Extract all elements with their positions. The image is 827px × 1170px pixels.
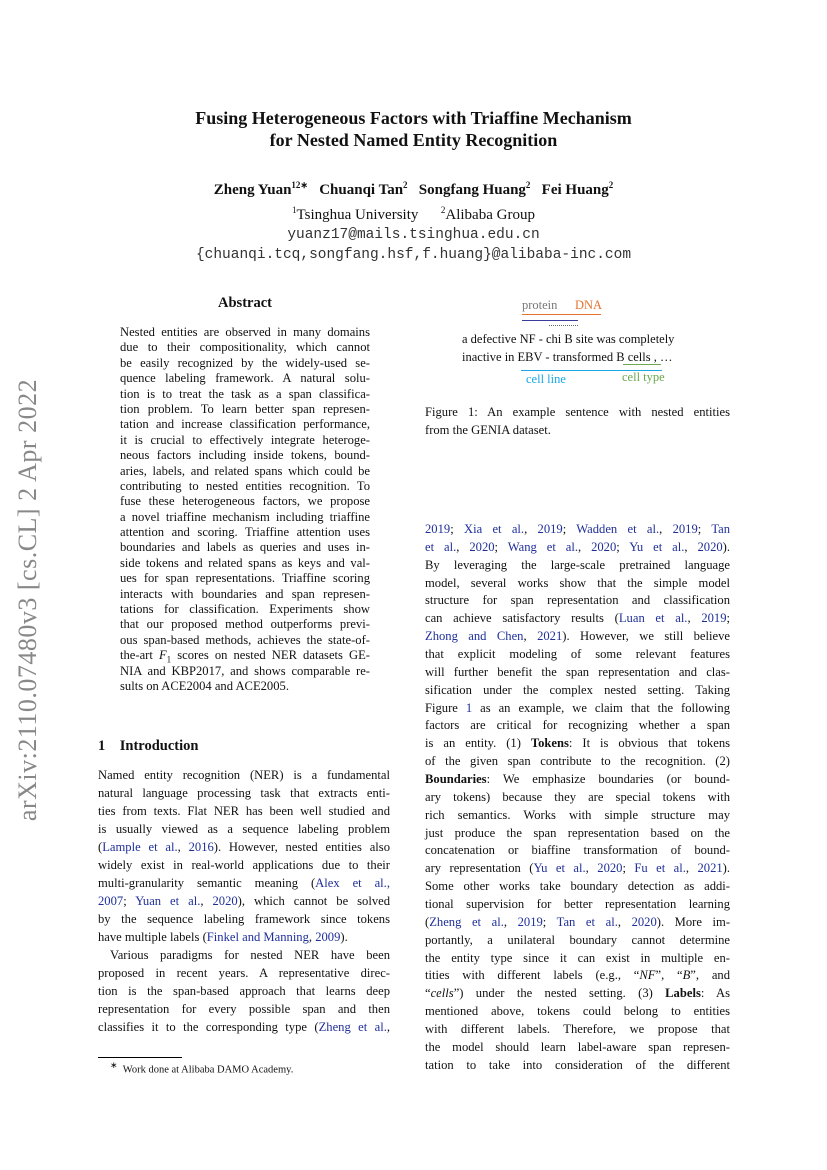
text-line: portantly, a unilateral boundary cannot determine [425, 932, 730, 947]
text-line: attention and scoring. Triaffine attention uses [120, 525, 370, 540]
text-line: tations for classification. Experiments show [120, 602, 370, 617]
example-sentence [462, 330, 674, 366]
text-segment: ). However, we still believe [562, 629, 731, 644]
text-segment: have multiple labels ( [98, 930, 207, 944]
text-line: boundaries and labels as queries and uses in- [120, 540, 370, 555]
text-line [425, 539, 730, 557]
citation-link[interactable]: 2020 [469, 539, 495, 554]
author-block [0, 175, 827, 265]
text-line [120, 648, 370, 663]
citation-link[interactable]: Wang et al. [507, 539, 578, 554]
text-line: tion is the span-based approach that learns deep [98, 984, 390, 998]
citation-link[interactable]: 2016 [188, 840, 214, 854]
text-line: of the given span contribute to the recognition. (2) [425, 754, 730, 769]
text-line: Named entity recognition (NER) is a fundamental [98, 768, 390, 782]
text-segment: 1 [166, 654, 172, 665]
citation-link[interactable]: Luan et al. [618, 611, 688, 626]
citation-link[interactable]: Yu et al. [629, 539, 685, 554]
text-segment: , [585, 861, 598, 876]
text-line: tion is to treat the task as a span classifica- [120, 386, 370, 401]
text-segment: B [682, 968, 691, 983]
text-line: quence labeling framework. A natural solu- [120, 371, 370, 386]
affiliation: $^2$Alibaba Group [440, 205, 535, 223]
text-segment: ary representation ( [425, 861, 534, 876]
text-segment: ”, “ [655, 968, 683, 983]
text-segment: ( [98, 840, 103, 854]
text-line: it is crucial to effectively integrate heteroge- [120, 432, 370, 447]
label-protein: protein [522, 298, 558, 312]
citation-link[interactable]: Finkel and Manning [206, 930, 309, 944]
introduction-body-continued [425, 521, 730, 1075]
text-segment: F [158, 648, 167, 663]
citation-link[interactable]: Tan [711, 522, 731, 536]
text-segment: ; [450, 522, 464, 536]
text-segment: , [577, 539, 592, 554]
text-segment: , [503, 914, 518, 929]
citation-link[interactable]: Lample et al. [102, 840, 178, 854]
citation-link[interactable]: 2020 [212, 894, 238, 908]
text-segment: , [308, 930, 316, 944]
text-line [98, 838, 390, 856]
text-segment: cells [430, 986, 454, 1001]
text-line [425, 967, 730, 985]
text-line: sults on ACE2004 and ACE2005. [120, 678, 289, 693]
text-line: model, several works show that the simple model [425, 575, 730, 590]
email: yuanz17@mails.tsinghua.edu.cn [287, 227, 540, 243]
citation-link[interactable]: Yuan et al. [135, 894, 201, 908]
text-line: tation to take into consideration of the different [425, 1057, 730, 1072]
text-segment: , [684, 539, 698, 554]
text-line: by the sequence labeling framework since tokens [98, 912, 390, 926]
text-line: tion problem. To learn better span represen- [120, 401, 370, 416]
text-segment: ; [542, 914, 557, 929]
text-line: neous factors including inside tokens, bound- [120, 448, 370, 463]
text-line [98, 1018, 390, 1036]
citation-link[interactable]: 2009 [315, 930, 341, 944]
text-segment: ”, and [690, 968, 730, 983]
text-line [98, 928, 390, 946]
citation-link[interactable]: Xia et al. [463, 522, 525, 536]
text-line: just produce the span representation based on the [425, 825, 730, 840]
text-line: tional supervision for better representation learning [425, 897, 730, 912]
text-segment: Figure [425, 700, 466, 715]
text-segment: ”) under the nested setting. (3) [453, 986, 666, 1001]
text-line [425, 735, 730, 753]
citation-link[interactable]: 2021 [537, 629, 563, 644]
text-line: natural language processing task that extracts enti- [98, 786, 390, 800]
text-segment: ; [494, 539, 508, 554]
citation-link[interactable]: 2020 [597, 861, 623, 876]
text-line: will further benefit the span representation and clas- [425, 664, 730, 679]
citation-link[interactable]: Fu et al. [634, 861, 686, 876]
text-line: mentioned above, tokens could belong to entities [425, 1004, 730, 1019]
text-line: factors are critical for recognizing whether a span [425, 718, 730, 733]
text-segment: , [685, 861, 698, 876]
text-segment: multi-granularity semantic meaning ( [98, 876, 316, 890]
text-segment: , [687, 611, 702, 626]
abstract-body [120, 325, 370, 694]
author-names [0, 175, 827, 200]
text-segment: ). More im- [656, 914, 731, 929]
nested-span-line [549, 325, 578, 326]
figure-caption: Figure 1: An example sentence with nested entities from the GENIA dataset. [425, 405, 730, 437]
citation-link[interactable]: 2019 [517, 914, 543, 929]
text-segment: , [386, 1020, 391, 1034]
label-dna: DNA [575, 298, 603, 312]
title-line: Fusing Heterogeneous Factors with Triaffine Mechanism [195, 108, 632, 128]
citation-link[interactable]: 1 [465, 700, 473, 715]
text-segment: Tokens [530, 736, 569, 751]
text-segment: : It is obvious that tokens [568, 736, 731, 751]
text-segment: , [177, 840, 189, 854]
text-line: the model should learn label-aware span represen- [425, 1039, 730, 1054]
text-line [425, 610, 730, 628]
footnote: ∗ Work done at Alibaba DAMO Academy. [110, 1060, 294, 1076]
author: Songfang Huang$^2$ [418, 180, 531, 198]
text-segment: : As [700, 986, 730, 1001]
citation-link[interactable]: Zheng et al. [318, 1020, 387, 1034]
text-segment: , [524, 522, 538, 536]
text-segment: ; [616, 539, 630, 554]
text-segment: scores on nested NER datasets GE- [171, 648, 371, 663]
text-segment: , [523, 629, 538, 644]
email: {chuanqi.tcq,songfang.hsf,f.huang}@alibaba-inc.com [195, 247, 632, 263]
citation-link[interactable]: Zheng et al. [429, 914, 504, 929]
footnote-rule [98, 1057, 182, 1058]
text-line [425, 628, 730, 646]
text-segment: ; [123, 894, 136, 908]
text-line: that explicit modeling of some relevant features [425, 647, 730, 662]
text-segment: the-art [120, 648, 159, 663]
label-cell-type: cell type [622, 370, 665, 384]
citation-link[interactable]: 2021 [697, 861, 723, 876]
citation-link[interactable]: 2019 [537, 522, 563, 536]
introduction-body [98, 766, 390, 1036]
text-segment: as an example, we claim that the following [472, 700, 730, 715]
text-segment: can achieve satisfactory results ( [425, 611, 619, 626]
text-segment: ( [425, 914, 430, 929]
text-segment: ). [722, 861, 731, 876]
text-line: that our proposed method outperforms previ- [120, 617, 370, 632]
citation-link[interactable]: Yu et al. [533, 861, 586, 876]
text-line: side tokens and related spans as keys and val- [120, 555, 370, 570]
figure-1 [440, 290, 740, 390]
text-line: fuse these heterogeneous factors, we propose [120, 494, 370, 509]
abstract-heading: Abstract [218, 295, 272, 311]
text-segment: classifies it to the corresponding type ( [98, 1020, 319, 1034]
text-segment: NF [639, 968, 656, 983]
citation-link[interactable]: Zhong and Chen [425, 629, 524, 644]
text-segment: ). [340, 930, 348, 944]
label-cell-line: cell line [526, 372, 566, 386]
text-segment: ; [697, 522, 712, 536]
author: Chuanqi Tan$^2$ [319, 180, 408, 198]
affiliation: $^1$Tsinghua University [292, 205, 419, 223]
text-line: proposed in recent years. A representative direc- [98, 966, 390, 980]
text-line [425, 985, 730, 1003]
text-line: concatenation or biaffine transformation of bound- [425, 843, 730, 858]
text-line: contributing to nested entities recognition. To [120, 478, 370, 493]
text-line: NIA and KBP2017, and shows comparable re- [120, 663, 370, 678]
text-line: rich semantics. Works with simple structure may [425, 807, 730, 822]
citation-link[interactable]: Tan et al. [556, 914, 618, 929]
citation-link[interactable]: 2020 [697, 539, 723, 554]
sentence-line: a defective NF - chi B site was completely [462, 332, 675, 346]
text-segment: , [659, 522, 673, 536]
text-line [425, 771, 730, 789]
text-line: due to their compositionality, which cannot [120, 340, 370, 355]
author: Zheng Yuan$^{12∗}$ [213, 180, 308, 198]
text-line: Various paradigms for nested NER have been [110, 948, 390, 962]
sentence-line: inactive in EBV - transformed B cells , … [462, 350, 673, 364]
text-segment: Boundaries [425, 772, 487, 787]
citation-link[interactable]: et al. [425, 539, 457, 554]
dna-span-line [522, 314, 601, 315]
citation-link[interactable]: Alex et al., [315, 876, 390, 890]
text-line: with different labels. Therefore, we propose that [425, 1022, 730, 1037]
text-line: sification under the complex nested setting. Taking [425, 682, 730, 697]
text-line [425, 914, 730, 932]
text-segment: : We emphasize boundaries (or bound- [486, 772, 730, 787]
text-line [98, 874, 390, 892]
text-segment: ; [622, 861, 635, 876]
text-line [425, 700, 730, 718]
text-line: Nested entities are observed in many domains [120, 325, 370, 339]
text-line: structure for span representation and classification [425, 593, 730, 608]
text-line [425, 521, 730, 539]
text-line: interacts with boundaries and span represen- [120, 586, 370, 601]
text-line: is usually viewed as a sequence labeling problem [98, 822, 390, 836]
text-segment: “ [425, 986, 431, 1001]
text-line: widely exist in real-world applications due to their [98, 858, 390, 872]
text-segment: ), which cannot be solved [237, 894, 391, 908]
text-segment: , [617, 914, 632, 929]
text-segment: Labels [665, 986, 701, 1001]
text-line: By leveraging the large-scale pretrained language [425, 557, 730, 572]
text-line: representation for every possible span and then [98, 1002, 390, 1016]
text-line: the entity type since it can exist in multiple en- [425, 950, 730, 965]
arxiv-stamp: arXiv:2110.07480v3 [cs.CL] 2 Apr 2022 [13, 378, 42, 822]
citation-link[interactable]: Wadden et al. [576, 522, 660, 536]
text-line: aries, labels, and related spans which could be [120, 463, 370, 478]
text-line: ous span-based methods, achieves the state-of- [120, 632, 370, 647]
citation-link[interactable]: 2020 [591, 539, 617, 554]
text-line [425, 860, 730, 878]
citation-link[interactable]: 2019 [425, 522, 451, 536]
text-line: ues for span representations. Triaffine scoring [120, 571, 370, 586]
text-line: ary tokens) because they are special tokens with [425, 789, 730, 804]
cell-type-span-line [623, 364, 661, 365]
text-line: ties from texts. Flat NER has been well studied and [98, 804, 390, 818]
text-segment: tities with different labels (e.g., “ [425, 968, 640, 983]
paper-title [0, 107, 827, 151]
text-segment: , [456, 539, 470, 554]
text-line [98, 892, 390, 910]
text-segment: is an entity. (1) [425, 736, 531, 751]
text-line: Some other works take boundary detection as addi- [425, 879, 730, 894]
text-segment: , [200, 894, 213, 908]
author: Fei Huang$^2$ [541, 180, 614, 198]
section-heading-introduction: 1 Introduction [98, 738, 199, 754]
citation-link[interactable]: 2007 [98, 894, 124, 908]
title-line: for Nested Named Entity Recognition [269, 130, 558, 150]
citation-link[interactable]: 2019 [672, 522, 698, 536]
text-segment: ). However, nested entities also [213, 840, 391, 854]
text-line: be easily recognized by the widely-used se- [120, 355, 370, 370]
text-segment: ; [562, 522, 577, 536]
citation-link[interactable]: 2020 [631, 914, 657, 929]
text-line: tation and increase classification performance, [120, 417, 370, 432]
text-segment: ; [726, 611, 731, 626]
text-segment: ). [722, 539, 731, 554]
protein-span-line [522, 320, 578, 321]
affiliations [0, 200, 827, 225]
citation-link[interactable]: 2019 [701, 611, 727, 626]
text-line: a novel triaffine mechanism including triaffine [120, 509, 370, 524]
